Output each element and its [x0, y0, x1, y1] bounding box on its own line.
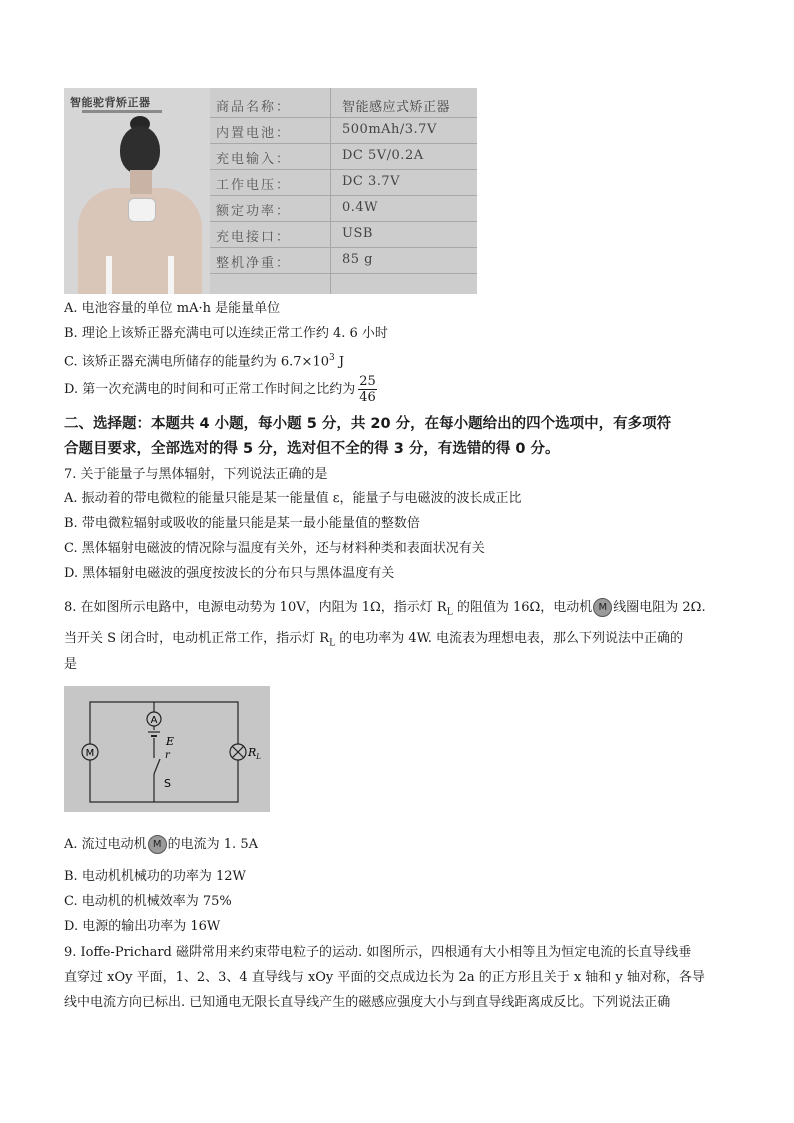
spec-value: DC 3.7V — [342, 174, 401, 189]
q8-option-a-text: 的电流为 1. 5A — [167, 837, 258, 852]
spec-value: 智能感应式矫正器 — [342, 100, 451, 115]
circuit-svg — [64, 686, 270, 812]
spec-row — [210, 144, 477, 170]
spec-key: 整机净重： — [216, 256, 292, 271]
lamp-subscript: L — [446, 607, 453, 618]
q8-option-d: D. 电源的输出功率为 16W — [64, 919, 221, 934]
spec-key: 内置电池： — [216, 126, 292, 141]
q7-option-d: D. 黑体辐射电磁波的强度按波长的分布只与黑体温度有关 — [64, 566, 395, 581]
product-model-photo — [64, 88, 210, 294]
spec-row — [210, 170, 477, 196]
internal-resistance-label: r — [165, 750, 170, 761]
strap-right — [168, 256, 174, 294]
q6-option-b: B. 理论上该矫正器充满电可以连续正常工作约 4. 6 小时 — [64, 326, 388, 341]
spec-value: 500mAh/3.7V — [342, 122, 437, 137]
switch-gap — [148, 758, 160, 774]
section2-heading-line1: 二、选择题：本题共 4 小题，每小题 5 分，共 20 分，在每小题给出的四个选项中，有多项符 — [64, 416, 672, 432]
q7-option-b: B. 带电微粒辐射或吸收的能量只能是某一最小能量值的整数倍 — [64, 516, 420, 531]
product-photo — [64, 88, 477, 294]
motor-icon: M — [593, 598, 612, 617]
corrector-device — [128, 198, 156, 222]
spec-row — [210, 222, 477, 248]
spec-value: DC 5V/0.2A — [342, 148, 424, 163]
spec-value: 0.4W — [342, 200, 379, 215]
spec-key: 充电输入： — [216, 152, 292, 167]
q6-option-a: A. 电池容量的单位 mA·h 是能量单位 — [64, 301, 281, 316]
q6-option-c-text: C. 该矫正器充满电所储存的能量约为 6.7×10 — [64, 354, 329, 370]
spec-key: 充电接口： — [216, 230, 292, 245]
q6-option-c — [64, 349, 344, 371]
q8-option-a-text: A. 流过电动机 — [64, 837, 147, 852]
model-head — [120, 126, 160, 174]
q8-option-a — [64, 835, 258, 854]
spec-key: 工作电压： — [216, 178, 292, 193]
spec-value: 85 g — [342, 252, 373, 267]
q8-stem-line3: 是 — [64, 657, 78, 672]
section2-heading-line2: 合题目要求，全部选对的得 5 分，选对但不全的得 3 分，有选错的得 0 分。 — [64, 441, 560, 457]
q6-option-d-text: D. 第一次充满电的时间和可正常工作时间之比约为 — [64, 382, 356, 397]
q6-option-c-unit: J — [334, 354, 345, 370]
spec-row — [210, 248, 477, 274]
lamp-label-main: R — [248, 746, 257, 759]
q6-option-d — [64, 374, 377, 405]
motor-label: M — [85, 748, 95, 759]
spec-value: USB — [342, 226, 373, 241]
spec-row — [210, 118, 477, 144]
lamp-label — [247, 746, 261, 761]
emf-label: E — [166, 735, 175, 748]
q8-text: 8. 在如图所示电路中，电源电动势为 10V，内阻为 1Ω，指示灯 R — [64, 600, 447, 615]
q8-text: 线圈电阻为 2Ω. — [613, 600, 706, 615]
q6-option-d-fraction — [358, 374, 377, 405]
spec-table — [210, 88, 477, 294]
q8-text: 的阻值为 16Ω，电动机 — [452, 600, 593, 615]
q9-stem-line1: 9. Ioffe-Prichard 磁阱常用来约束带电粒子的运动. 如图所示，四根通有大小相等且为恒定电流的长直导线垂 — [64, 945, 692, 960]
q8-stem-line1 — [64, 598, 706, 622]
q7-option-a: A. 振动着的带电微粒的能量只能是某一能量值 ε，能量子与电磁波的波长成正比 — [64, 491, 522, 506]
spec-row — [210, 92, 477, 118]
q7-stem: 7. 关于能量子与黑体辐射，下列说法正确的是 — [64, 467, 328, 482]
product-title: 智能驼背矫正器 — [70, 96, 151, 109]
q8-text: 当开关 S 闭合时，电动机正常工作，指示灯 R — [64, 631, 330, 646]
ammeter-label: A — [150, 715, 158, 726]
spec-key: 商品名称： — [216, 100, 292, 115]
q8-stem-line2 — [64, 630, 683, 653]
model-neck — [130, 170, 152, 194]
q8-option-b: B. 电动机机械功的功率为 12W — [64, 869, 246, 884]
spec-row — [210, 196, 477, 222]
q6-option-c-exponent: 3 — [329, 353, 335, 363]
q8-text: 的电功率为 4W. 电流表为理想电表，那么下列说法中正确的 — [335, 631, 683, 646]
q7-option-c: C. 黑体辐射电磁波的情况除与温度有关外，还与材料种类和表面状况有关 — [64, 541, 485, 556]
strap-left — [106, 256, 112, 294]
lamp-subscript: L — [329, 638, 336, 649]
fraction-denominator: 46 — [359, 390, 376, 405]
circuit-diagram — [64, 686, 270, 812]
q8-option-c: C. 电动机的机械效率为 75% — [64, 894, 232, 909]
product-subtitle-bar — [82, 110, 162, 113]
fraction-numerator: 25 — [359, 374, 376, 389]
spec-key: 额定功率： — [216, 204, 292, 219]
switch-label: S — [164, 777, 171, 790]
q9-stem-line3: 线中电流方向已标出. 已知通电无限长直导线产生的磁感应强度大小与到直导线距离成反比。下列说法正确 — [64, 995, 671, 1010]
q9-stem-line2: 直穿过 xOy 平面，1、2、3、4 直导线与 xOy 平面的交点成边长为 2a 的正方形且关于 x 轴和 y 轴对称，各导 — [64, 970, 705, 985]
lamp-label-sub: L — [256, 753, 261, 761]
motor-icon: M — [148, 835, 167, 854]
